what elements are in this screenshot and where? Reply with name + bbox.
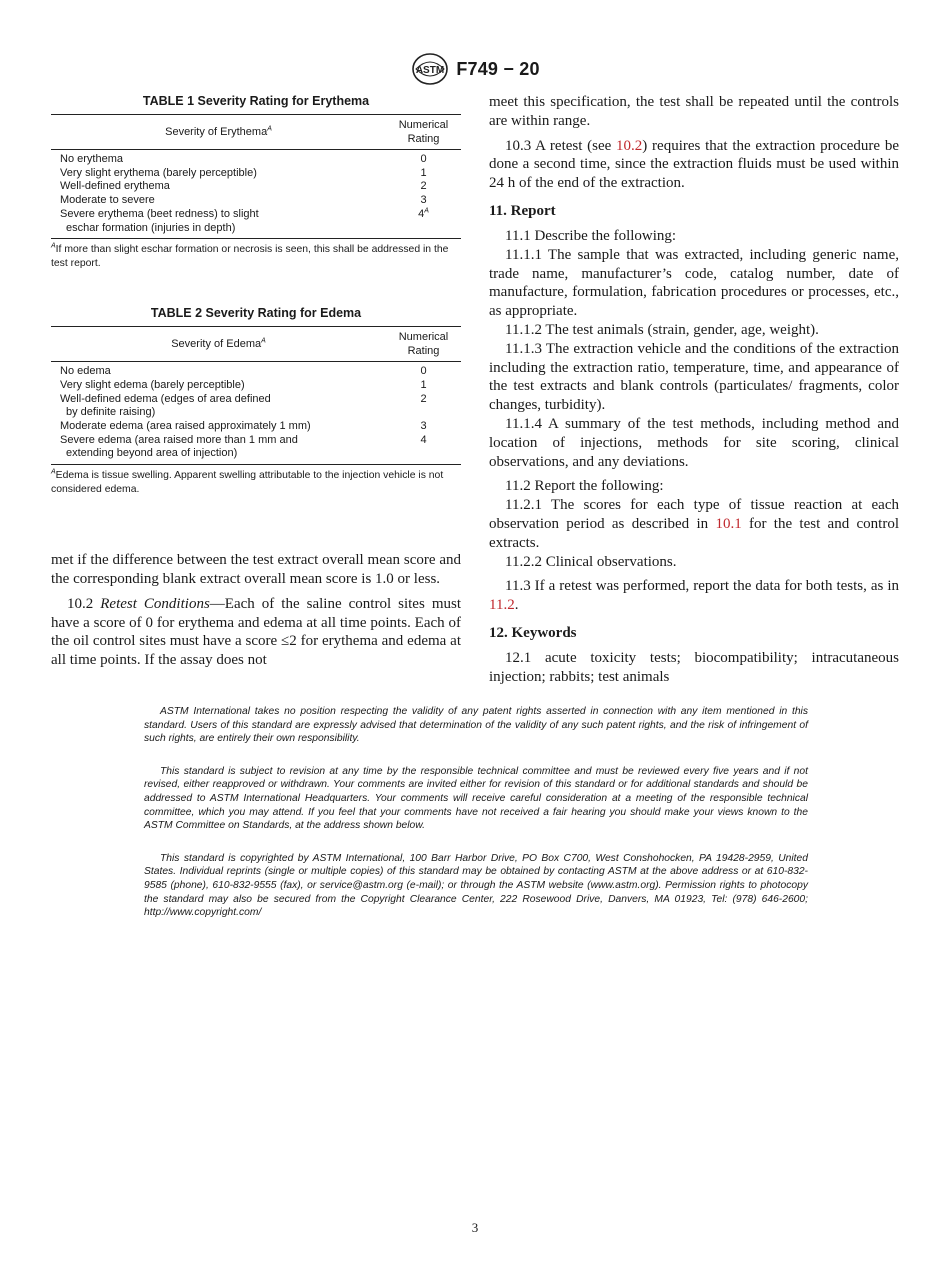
paragraph-12-1: 12.1 acute toxicity tests; biocompatibility; intracutaneous injection; rabbits; test animals (489, 649, 899, 685)
copyright-notice: This standard is copyrighted by ASTM International, 100 Barr Harbor Drive, PO Box C700, West Conshohocken, PA 19428-2959, United States. Individual reprints (single or multiple copies) of this standard may be obtained by contacting ASTM at the above address or at 610-832-9585 (phone), 610-832-9555 (fax), or service@astm.org (e-mail); or through the ASTM website (www.astm.org). Permission rights to photocopy the standard may also be secured from the Copyright Clearance Center, 222 Rosewood Drive, Danvers, MA 01923, Tel: (978) 646-2600; http://www.copyright.com/ (144, 852, 808, 919)
table-row: No edema 0 (60, 365, 427, 378)
table-row: No erythema 0 (60, 153, 427, 165)
table-row: Severe erythema (beet redness) to slight eschar formation (injuries in depth) $4^A$ (60, 207, 429, 234)
xref-10-1-link[interactable]: 10.1 (715, 515, 742, 532)
page-number: 3 (471, 1220, 479, 1235)
table2-title: TABLE 2 Severity Rating for Edema (150, 306, 362, 321)
section-12-heading: 12. Keywords (489, 624, 577, 641)
table-row: Well-defined edema (edges of area defined by definite raising) 2 (60, 392, 427, 419)
page-header (0, 52, 950, 86)
paragraph-10-3: 10.3 A retest (see 10.2) requires that the extraction procedure be done a second time, since the extraction fluids must be used within 24 h of the end of the extraction. (489, 137, 899, 192)
table-row: Moderate edema (area raised approximately 1 mm) 3 (60, 420, 427, 433)
xref-11-2-link[interactable]: 11.2 (489, 597, 515, 614)
document-designation: F749 − 20 (456, 58, 540, 79)
svg-text:ASTM: ASTM (416, 65, 445, 76)
paragraph-11-3: 11.3 If a retest was performed, report the data for both tests, as in 11.2. (489, 578, 899, 614)
table2-col2-header: Numerical Rating (386, 327, 461, 362)
table1-col1-header: Severity of Erythema$^A$ (51, 115, 386, 150)
paragraph-11-1-2: 11.1.2 The test animals (strain, gender, age, weight). (505, 321, 819, 338)
paragraph-10-2: 10.2 Retest Conditions—Each of the saline control sites must have a score of 0 for erythema and edema at all time points. Each of the oil control sites must have a score ≤2 for erythema and edema at all time points. If the assay does not (51, 595, 461, 669)
revision-notice: This standard is subject to revision at any time by the responsible technical committee and must be reviewed every five years and if not revised, either reapproved or withdrawn. Your comments are invited either for revision of this standard or for additional standards and should be addressed to ASTM International Headquarters. Your comments will receive careful consideration at a meeting of the responsible technical committee, which you may attend. If you feel that your comments have not received a fair hearing you should make your views known to the ASTM Committee on Standards, at the address shown below. (144, 765, 808, 832)
legal-notices (144, 705, 808, 939)
xref-10-2-link[interactable]: 10.2 (616, 137, 643, 154)
paragraph-11-1: 11.1 Describe the following: (505, 227, 677, 244)
table-row: Severe edema (area raised more than 1 mm and extending beyond area of injection) 4 (60, 433, 427, 460)
left-column (51, 94, 461, 670)
paragraph-10-2-continued: meet this specification, the test shall be repeated until the controls are within range. (489, 94, 899, 129)
paragraph-11-1-1: 11.1.1 The sample that was extracted, including generic name, trade name, manufacturer’s code, catalog number, date of manufacture, formulation, fabrication procedures or processes, etc., as appropriate. (489, 246, 899, 320)
right-column (489, 93, 899, 687)
table1-footnote: $^A$If more than slight eschar formation or necrosis is seen, this shall be addressed in the test report. (51, 242, 449, 270)
table2-edema (51, 326, 461, 465)
table1-col2-header: Numerical Rating (386, 115, 461, 150)
table1-erythema (51, 114, 461, 239)
table1-title: TABLE 1 Severity Rating for Erythema (142, 94, 370, 108)
paragraph-11-1-4: 11.1.4 A summary of the test methods, including method and location of injections, methods for site scoring, clinical observations, and any deviations. (489, 415, 899, 470)
paragraph-11-2-2: 11.2.2 Clinical observations. (505, 553, 677, 570)
paragraph-11-2: 11.2 Report the following: (505, 478, 664, 495)
table-row: Well-defined erythema 2 (60, 180, 427, 193)
table2-col1-header: Severity of Edema$^A$ (51, 327, 386, 362)
section-11-heading: 11. Report (489, 202, 556, 219)
paragraph-10-1-continued: met if the difference between the test extract overall mean score and the corresponding blank extract overall mean score is 1.0 or less. (51, 552, 461, 587)
astm-logo-icon (410, 52, 450, 86)
paragraph-11-2-1: 11.2.1 The scores for each type of tissue reaction at each observation period as described in 10.1 for the test and control extracts. (489, 497, 899, 551)
patent-notice: ASTM International takes no position respecting the validity of any patent rights asserted in connection with any item mentioned in this standard. Users of this standard are expressly advised that determination of the validity of any such patent rights, and the risk of infringement of such rights, are entirely their own responsibility. (144, 706, 808, 745)
table-row: Moderate to severe 3 (60, 194, 427, 207)
table-row: Very slight erythema (barely perceptible) 1 (60, 166, 427, 179)
table2-footnote: $^A$Edema is tissue swelling. Apparent swelling attributable to the injection vehicle is not considered edema. (51, 468, 444, 496)
paragraph-11-1-3: 11.1.3 The extraction vehicle and the conditions of the extraction including the extraction ratio, temperature, time, and appearance of the test extracts and blank controls (particulates/ fragments, color changes, turbidity). (489, 340, 899, 414)
table-row: Very slight edema (barely perceptible) 1 (60, 378, 427, 391)
